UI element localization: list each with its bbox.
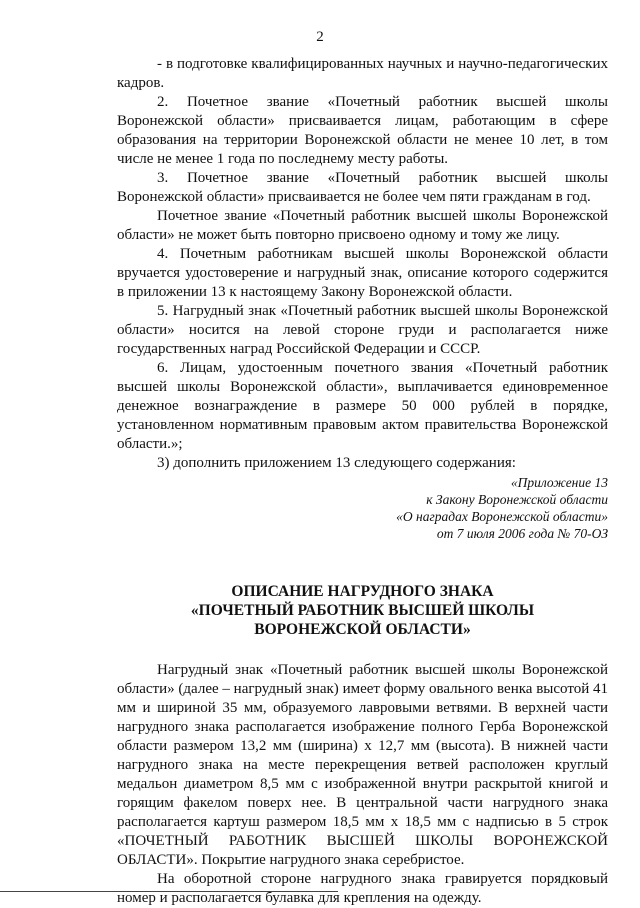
paragraph-badge-reverse: На оборотной стороне нагрудного знака гравируется порядковый номер и располагается булавка для крепления на одежду. (117, 871, 608, 906)
appendix-reference (117, 474, 608, 542)
section-heading (117, 582, 608, 639)
appendix-line: к Закону Воронежской области (426, 492, 608, 507)
footer-divider (0, 891, 338, 892)
paragraph-no-repeat: Почетное звание «Почетный работник высшей школы Воронежской области» не может быть повторно присвоено одному и тому же лицу. (117, 208, 608, 243)
paragraph-clause-2: 2. Почетное звание «Почетный работник высшей школы Воронежской области» присваивается лицам, работающим в сфере образования на территории Воронежской области не менее 10 лет, в том числе не менее 1 года по последнему месту работы. (117, 94, 608, 167)
appendix-line: «Приложение 13 (510, 475, 608, 490)
badge-description (117, 661, 608, 908)
paragraph-clause-6: 6. Лицам, удостоенным почетного звания «Почетный работник высшей школы Воронежской области», выплачивается единовременное денежное вознаграждение в размере 50 000 рублей в порядке, установленном нормативным правовым актом правительства Воронежской области.»; (117, 360, 608, 452)
paragraph-clause-5: 5. Нагрудный знак «Почетный работник высшей школы Воронежской области» носится на левой стороне груди и располагается ниже государственных наград Российской Федерации и СССР. (117, 303, 608, 357)
heading-line: ВОРОНЕЖСКОЙ ОБЛАСТИ» (254, 621, 471, 638)
paragraph-badge-description: Нагрудный знак «Почетный работник высшей школы Воронежской области» (далее – нагрудный знак) имеет форму овального венка высотой 41 мм и шириной 35 мм, образуемого лавровыми ветвями. В верхней части нагрудного знака располагается изображение полного Герба Воронежской области размером 13,2 мм (ширина) х 12,7 мм (высота). В нижней части нагрудного знака на месте перекрещения ветвей расположен круглый медальон диаметром 8,5 мм с изображенной внутри раскрытой книгой и горящим факелом поверх нее. В центральной части нагрудного знака располагается картуш размером 18,5 мм х 18,5 мм с надписью в 5 строк «ПОЧЕТНЫЙ РАБОТНИК ВЫСШЕЙ ШКОЛЫ ВОРОНЕЖСКОЙ ОБЛАСТИ». Покрытие нагрудного знака серебристое. (117, 662, 608, 868)
heading-line: ОПИСАНИЕ НАГРУДНОГО ЗНАКА (231, 583, 494, 600)
page-number: 2 (316, 29, 324, 45)
paragraph-clause-4: 4. Почетным работникам высшей школы Воронежской области вручается удостоверение и нагрудный знак, описание которого содержится в приложении 13 к настоящему Закону Воронежской области. (117, 246, 608, 300)
paragraph-amendment-3: 3) дополнить приложением 13 следующего содержания: (157, 455, 516, 471)
appendix-line: от 7 июля 2006 года № 70-ОЗ (436, 526, 608, 541)
paragraph-clause-3: 3. Почетное звание «Почетный работник высшей школы Воронежской области» присваивается не более чем пяти гражданам в год. (117, 170, 608, 205)
heading-line: «ПОЧЕТНЫЙ РАБОТНИК ВЫСШЕЙ ШКОЛЫ (190, 602, 535, 619)
paragraph-training-item: - в подготовке квалифицированных научных и научно-педагогических кадров. (117, 56, 608, 91)
appendix-line: «О наградах Воронежской области» (396, 509, 608, 524)
document-body (117, 55, 608, 908)
